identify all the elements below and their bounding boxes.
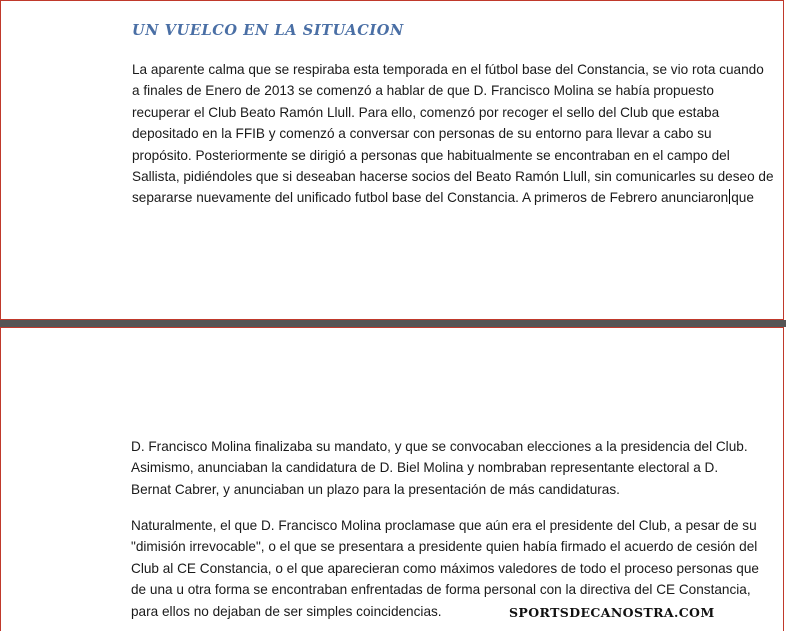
watermark-text: SPORTSDECANOSTRA.COM bbox=[509, 605, 715, 620]
text-line: propósito. Posteriormente se dirigió a personas que habitualmente se encontraban en el campo del bbox=[132, 147, 730, 163]
text-line: La aparente calma que se respiraba esta temporada en el fútbol base del Constancia, se vio rota cuando bbox=[132, 62, 764, 77]
text-line: Club al CE Constancia, o el que aparecieran como máximos valedores de todo el proceso personas que bbox=[131, 560, 759, 576]
text-line: depositado en la FFIB y comenzó a conversar con personas de su entorno para llevar a cabo su bbox=[132, 126, 712, 142]
text-line-with-cursor bbox=[132, 187, 780, 208]
text-line: Bernat Cabrer, y anunciaban un plazo para la presentación de más candidaturas. bbox=[131, 481, 620, 497]
text-line: Sallista, pidiéndoles que si deseaban hacerse socios del Beato Ramón Llull, sin comunicarles su deseo de bbox=[132, 169, 774, 185]
paragraph-2[interactable] bbox=[131, 436, 779, 500]
text-segment: separarse nuevamente del unificado futbol base del Constancia. A primeros de Febrero anunciaron bbox=[132, 190, 729, 206]
page-separator bbox=[0, 320, 786, 327]
text-line: a finales de Enero de 2013 se comenzó a hablar de que D. Francisco Molina se había propuesto bbox=[132, 83, 714, 99]
paragraph-1[interactable] bbox=[132, 59, 780, 209]
text-line: Asimismo, anunciaban la candidatura de D. Biel Molina y nombraban representante electoral a D. bbox=[131, 460, 719, 476]
text-line: Naturalmente, el que D. Francisco Molina proclamase que aún era el presidente del Club, a pesar de su bbox=[131, 518, 757, 533]
text-line: recuperar el Club Beato Ramón Llull. Para ello, comenzó por recoger el sello del Club que estaba bbox=[132, 104, 720, 120]
section-heading: UN VUELCO EN LA SITUACION bbox=[132, 22, 404, 39]
text-segment: que bbox=[731, 190, 754, 206]
text-line: para ellos no dejaban de ser simples coincidencias. bbox=[131, 603, 442, 619]
text-line: de una u otra forma se encontraban enfrentadas de forma personal con la directiva del CE Constancia, bbox=[131, 582, 751, 598]
text-line: D. Francisco Molina finalizaba su mandato, y que se convocaban elecciones a la presidencia del Club. bbox=[131, 439, 748, 454]
text-line: "dimisión irrevocable", o el que se presentara a presidente quien había firmado el acuerdo de cesión del bbox=[131, 539, 758, 555]
